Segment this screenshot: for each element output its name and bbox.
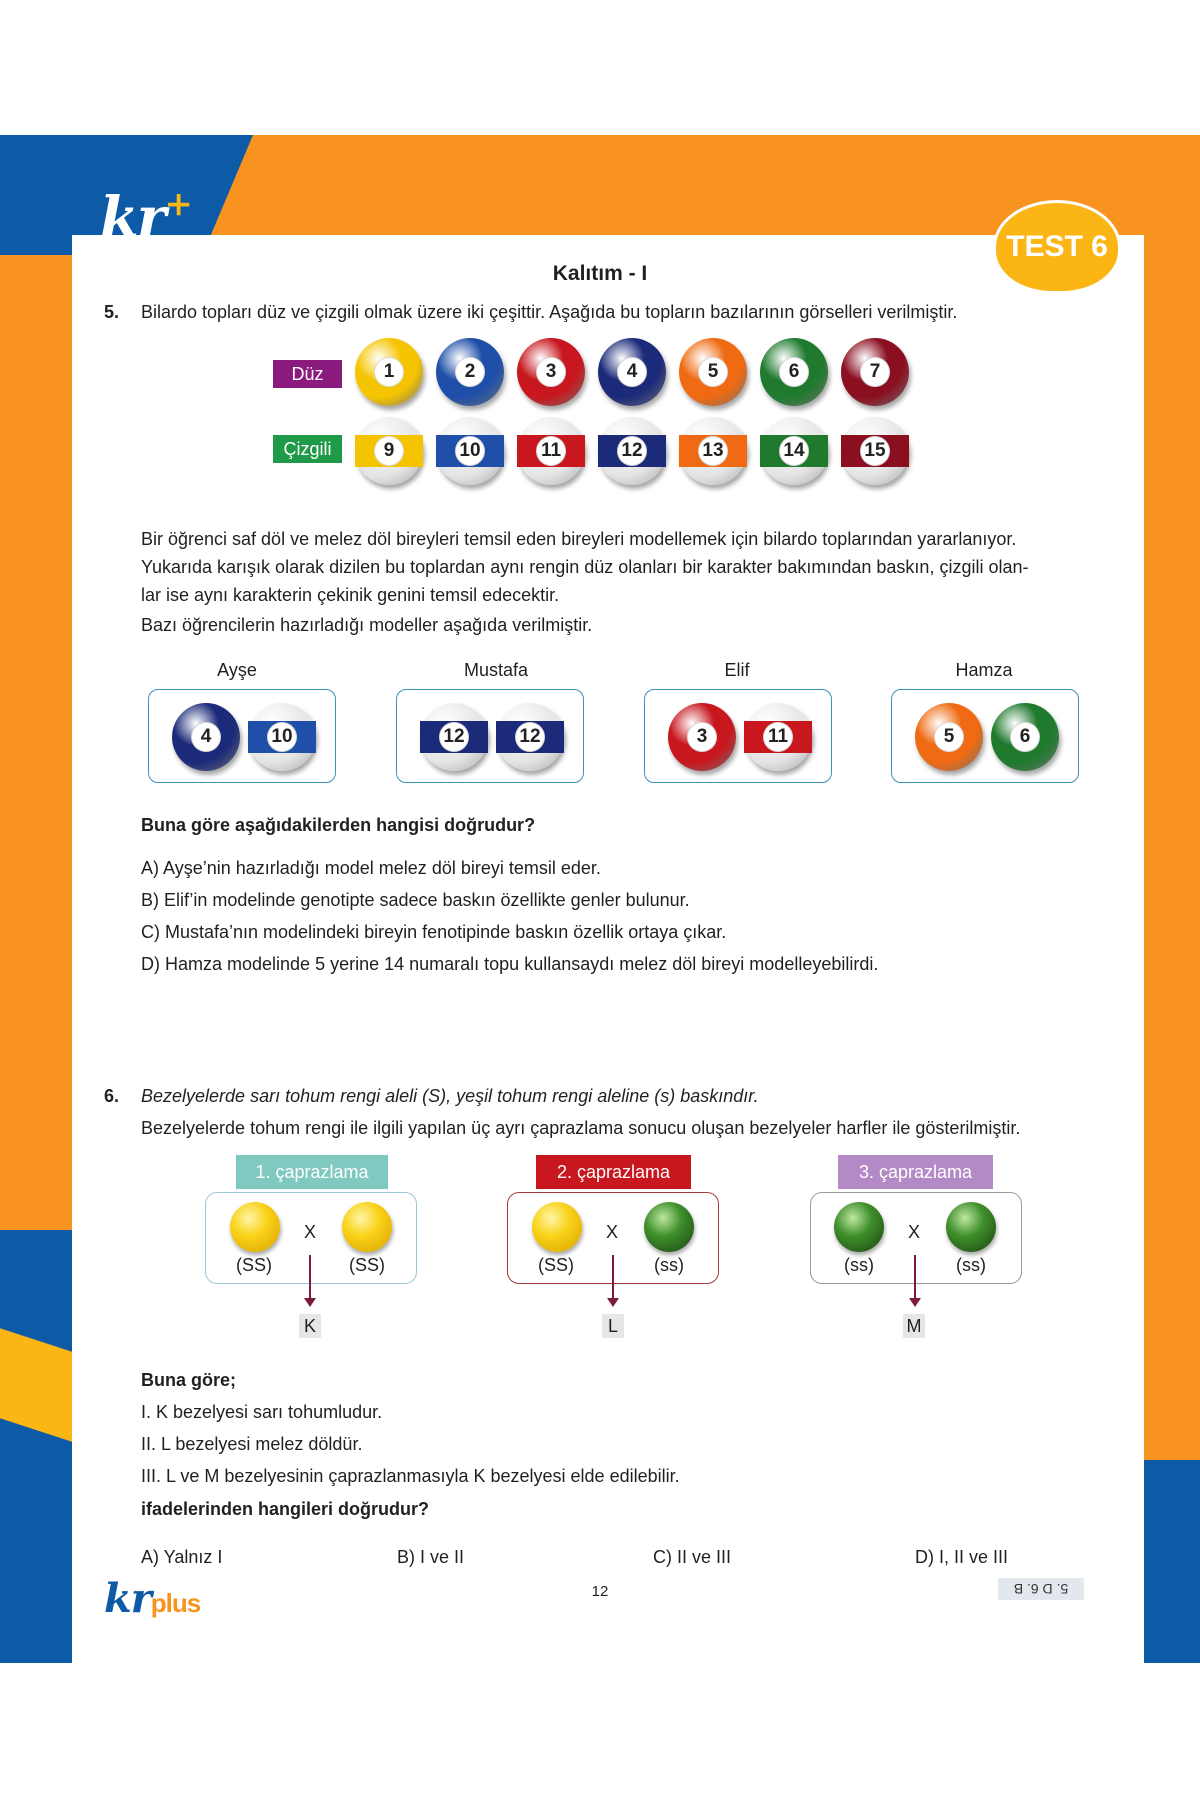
down-arrow-icon (914, 1255, 916, 1305)
striped-ball-12 (420, 703, 488, 771)
solid-ball-4 (598, 338, 666, 406)
solid-ball-5 (915, 703, 983, 771)
ball-number: 4 (617, 357, 647, 387)
model-name-ayse: Ayşe (217, 660, 257, 680)
page-title: Kalıtım - I (552, 262, 648, 285)
ball-number: 10 (267, 722, 297, 752)
striped-ball-12 (598, 417, 666, 485)
cross-1-result: K (299, 1314, 321, 1338)
ball-number: 4 (191, 722, 221, 752)
publisher-logo: kr+ (100, 184, 191, 251)
ball-number: 12 (617, 436, 647, 466)
right-blue-stripe (1144, 1460, 1200, 1663)
q5-option-d[interactable]: D) Hamza modelinde 5 yerine 14 numaralı topu kullansaydı melez döl bireyi modelleyebilirdi. (141, 954, 879, 974)
cross-2-tag: 2. çaprazlama (536, 1155, 691, 1189)
solid-ball-6 (760, 338, 828, 406)
q5-paragraph-line-1: Bir öğrenci saf döl ve melez döl bireyleri temsil eden bireyleri modellemek için bilardo toplarından yararlanıyor. (141, 529, 1017, 549)
striped-ball-11 (517, 417, 585, 485)
green-pea-icon (834, 1202, 884, 1252)
ball-number: 1 (374, 357, 404, 387)
ball-number: 2 (455, 357, 485, 387)
q6-option-d[interactable]: D) I, II ve III (915, 1547, 1009, 1567)
solid-ball-3 (517, 338, 585, 406)
q6-option-b[interactable]: B) I ve II (397, 1547, 465, 1567)
q6-option-a[interactable]: A) Yalnız I (141, 1547, 223, 1567)
down-arrow-icon (309, 1255, 311, 1305)
q5-paragraph-line-3: lar ise aynı karakterin çekinik genini temsil edecektir. (141, 585, 560, 605)
q5-paragraph-line-2: Yukarıda karışık olarak dizilen bu toplardan aynı rengin düz olanları bir karakter bakımından baskın, çizgili olan- (141, 557, 1029, 577)
solid-ball-1 (355, 338, 423, 406)
page-number: 12 (591, 1583, 609, 1600)
ball-number: 11 (536, 436, 566, 466)
model-name-hamza: Hamza (955, 660, 1013, 680)
ball-number: 10 (455, 436, 485, 466)
ball-number: 11 (763, 722, 793, 752)
striped-ball-15 (841, 417, 909, 485)
cross-2-x: X (606, 1222, 619, 1242)
cross-1-tag: 1. çaprazlama (236, 1155, 388, 1189)
model-name-elif: Elif (724, 660, 750, 680)
solid-row-label: Düz (273, 360, 342, 388)
question-6-number: 6. (104, 1086, 120, 1106)
striped-ball-11 (744, 703, 812, 771)
solid-ball-3 (668, 703, 736, 771)
cross-2-result: L (602, 1314, 624, 1338)
ball-number: 7 (860, 357, 890, 387)
q5-option-a[interactable]: A) Ayşe’nin hazırladığı model melez döl bireyi temsil eder. (141, 858, 601, 878)
q5-paragraph-2: Bazı öğrencilerin hazırladığı modeller aşağıda verilmiştir. (141, 615, 593, 635)
cross-1-x: X (304, 1222, 317, 1242)
ball-number: 5 (698, 357, 728, 387)
q6-lead: Buna göre; (141, 1370, 237, 1390)
solid-ball-4 (172, 703, 240, 771)
solid-ball-7 (841, 338, 909, 406)
cross-2-left-genotype: (SS) (538, 1255, 574, 1275)
cross-1-right-genotype: (SS) (349, 1255, 385, 1275)
ball-number: 15 (860, 436, 890, 466)
q5-option-c[interactable]: C) Mustafa’nın modelindeki bireyin fenotipinde baskın özellik ortaya çıkar. (141, 922, 727, 942)
down-arrow-icon (612, 1255, 614, 1305)
q6-statement-1: I. K bezelyesi sarı tohumludur. (141, 1402, 383, 1422)
yellow-pea-icon (230, 1202, 280, 1252)
striped-ball-12 (496, 703, 564, 771)
cross-3-left-genotype: (ss) (844, 1255, 874, 1275)
cross-3-right-genotype: (ss) (956, 1255, 986, 1275)
solid-ball-2 (436, 338, 504, 406)
q6-option-c[interactable]: C) II ve III (653, 1547, 732, 1567)
striped-ball-13 (679, 417, 747, 485)
striped-ball-10 (248, 703, 316, 771)
ball-number: 12 (439, 722, 469, 752)
green-pea-icon (946, 1202, 996, 1252)
yellow-pea-icon (532, 1202, 582, 1252)
question-5-number: 5. (104, 302, 120, 322)
model-name-mustafa: Mustafa (463, 660, 529, 680)
ball-number: 14 (779, 436, 809, 466)
ball-number: 6 (779, 357, 809, 387)
cross-3-x: X (908, 1222, 921, 1242)
q6-statement-2: II. L bezelyesi melez döldür. (141, 1434, 363, 1454)
ball-number: 9 (374, 436, 404, 466)
green-pea-icon (644, 1202, 694, 1252)
cross-1-left-genotype: (SS) (236, 1255, 272, 1275)
ball-number: 3 (536, 357, 566, 387)
cross-2-right-genotype: (ss) (654, 1255, 684, 1275)
q6-statement-3: III. L ve M bezelyesinin çaprazlanmasıyla K bezelyesi elde edilebilir. (141, 1466, 680, 1486)
question-6-stem: Bezelyelerde sarı tohum rengi aleli (S), yeşil tohum rengi aleline (s) baskındır. (141, 1086, 759, 1106)
ball-number: 5 (934, 722, 964, 752)
striped-ball-10 (436, 417, 504, 485)
striped-ball-14 (760, 417, 828, 485)
question-6-stem-2: Bezelyelerde tohum rengi ile ilgili yapılan üç ayrı çaprazlama sonucu oluşan bezelyeler harfler ile gösterilmiştir. (141, 1118, 1021, 1138)
ball-number: 13 (698, 436, 728, 466)
test-badge: TEST 6 (993, 200, 1121, 294)
cross-3-result: M (903, 1314, 925, 1338)
solid-ball-6 (991, 703, 1059, 771)
ball-number: 6 (1010, 722, 1040, 752)
footer-logo: krplus (104, 1575, 201, 1622)
question-6-prompt: ifadelerinden hangileri doğrudur? (141, 1499, 430, 1519)
solid-ball-5 (679, 338, 747, 406)
ball-number: 3 (687, 722, 717, 752)
striped-ball-9 (355, 417, 423, 485)
yellow-pea-icon (342, 1202, 392, 1252)
cross-3-tag: 3. çaprazlama (838, 1155, 993, 1189)
question-5-stem: Bilardo topları düz ve çizgili olmak üzere iki çeşittir. Aşağıda bu topların bazılarının görselleri verilmiştir. (141, 302, 958, 322)
ball-number: 12 (515, 722, 545, 752)
striped-row-label: Çizgili (273, 435, 342, 463)
q5-option-b[interactable]: B) Elif’in modelinde genotipte sadece baskın özellikte genler bulunur. (141, 890, 690, 910)
question-5-prompt: Buna göre aşağıdakilerden hangisi doğrudur? (141, 815, 536, 835)
answer-key: 5. D 6. B (998, 1578, 1084, 1600)
